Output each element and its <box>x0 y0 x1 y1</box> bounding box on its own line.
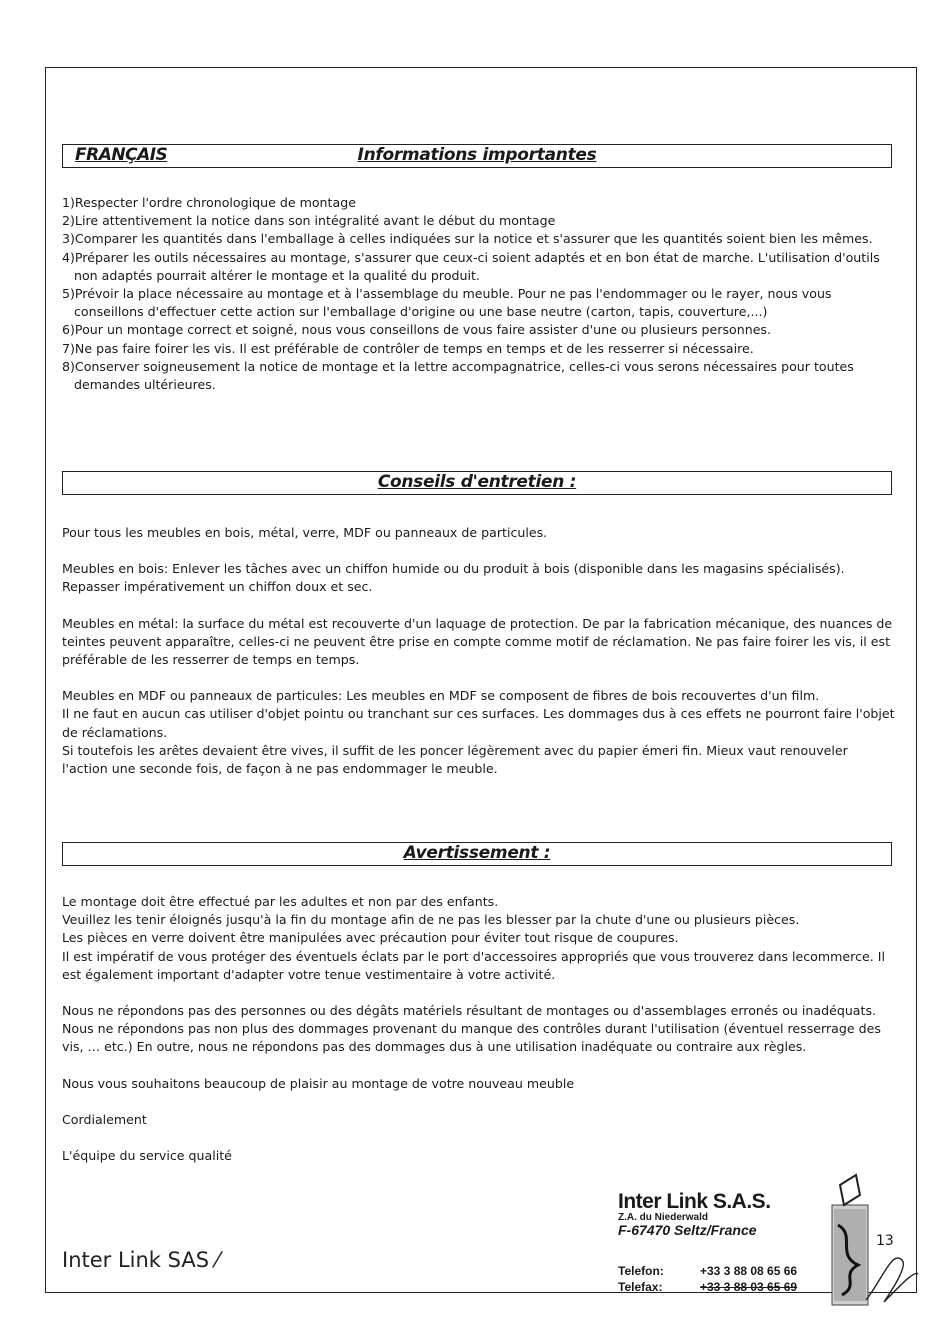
language-label: FRANÇAIS <box>75 145 168 165</box>
paragraph: Pour tous les meubles en bois, métal, verre, MDF ou panneaux de particules. <box>62 525 548 540</box>
paragraph: Meubles en MDF ou panneaux de particules: Les meubles en MDF se composent de fibres de bois recouvertes d'un film. <box>62 688 820 704</box>
section-header-conseils <box>62 471 892 495</box>
list-item: 1)Respecter l'ordre chronologique de montage <box>62 195 356 210</box>
stamp-fax <box>618 1280 858 1294</box>
section-title-conseils: Conseils d'entretien : <box>377 472 577 492</box>
stamp-fax-value: +33 3 88 03 65 69 <box>700 1280 798 1294</box>
paragraph: Les pièces en verre doivent être manipulées avec précaution pour éviter tout risque de coupures. <box>62 930 679 946</box>
paragraph: Nous ne répondons pas des personnes ou des dégâts matériels résultant de montages ou d'assemblages erronés ou inadéquats. Nous ne répondons pas non plus des dommages provenant du manque des contrôles durant l'utilisation (éventuel resserrage des vis, … etc.) En outre, nous ne répondons pas des dommages dus à une utilisation inadéquate ou contraire aux règles. <box>62 1003 881 1055</box>
list-item: 7)Ne pas faire foirer les vis. Il est préférable de contrôler de temps en temps et de les resserrer si nécessaire. <box>62 340 754 356</box>
stamp-phone-value: +33 3 88 08 65 66 <box>700 1264 798 1278</box>
stamp-phone <box>618 1264 858 1278</box>
paragraph: Il ne faut en aucun cas utiliser d'objet pointu ou tranchant sur ces surfaces. Les dommages dus à ces effets ne pourront faire l'objet de réclamations. <box>62 706 895 740</box>
avertissement-text <box>62 893 897 1165</box>
paragraph: Cordialement <box>62 1111 147 1127</box>
list-item: 4)Préparer les outils nécessaires au montage, s'assurer que ceux-ci soient adaptés et en bon état de marche. L'utilisation d'outils non adaptés pourrait altérer le montage et la qualité du produit. <box>62 249 880 283</box>
list-item: 5)Prévoir la place nécessaire au montage et à l'assemblage du meuble. Pour ne pas l'endommager ou le rayer, nous vous conseillons d'effectuer cette action sur l'emballage d'origine ou une base neutre (carton, tapis, couverture,...) <box>62 286 832 320</box>
paragraph: Veuillez les tenir éloignés jusqu'à la fin du montage afin de ne pas les blesser par la chute d'une ou plusieurs pièces. <box>62 912 800 928</box>
list-item: 6)Pour un montage correct et soigné, nous vous conseillons de vous faire assister d'une ou plusieurs personnes. <box>62 322 772 338</box>
handwritten-signature-icon <box>862 1230 922 1310</box>
paragraph: Nous vous souhaitons beaucoup de plaisir au montage de votre nouveau meuble <box>62 1075 575 1091</box>
paragraph: L'équipe du service qualité <box>62 1148 232 1164</box>
section-header-avertissement <box>62 842 892 866</box>
paragraph: Meubles en bois: Enlever les tâches avec un chiffon humide ou du produit à bois (disponible dans les magasins spécialisés). Repasser impérativement un chiffon doux et sec. <box>62 561 845 595</box>
conseils-text <box>62 524 897 778</box>
paragraph: Meubles en métal: la surface du métal est recouverte d'un laquage de protection. De par la fabrication mécanique, des nuances de teintes peuvent apparaître, celles-ci ne peuvent être prise en compte comme motif de réclamation. Ne pas faire foirer les vis, il est préférable de les resserrer de temps en temps. <box>62 615 893 668</box>
signature-text: Inter Link SAS ⁄ <box>62 1248 220 1272</box>
stamp-fax-label: Telefax: <box>618 1280 663 1294</box>
paragraph: Le montage doit être effectué par les adultes et non par des enfants. <box>62 894 499 909</box>
paragraph: Si toutefois les arêtes devaient être vives, il suffit de les poncer légèrement avec du papier émeri fin. Mieux vaut renouveler l'action une seconde fois, de façon à ne pas endommager le meuble. <box>62 742 848 777</box>
section-title-informations: Informations importantes <box>357 145 597 165</box>
stamp-phone-label: Telefon: <box>618 1264 664 1278</box>
stamp-company: Inter Link S.A.S. <box>618 1190 771 1213</box>
company-stamp <box>618 1190 798 1294</box>
list-item: 2)Lire attentivement la notice dans son intégralité avant le début du montage <box>62 213 556 229</box>
paragraph: Il est impératif de vous protéger des éventuels éclats par le port d'accessoires appropriés que vous trouverez dans lecommerce. Il est également important d'adapter votre tenue vestimentaire à votre activité. <box>62 948 885 982</box>
page-number: 13 <box>876 1233 894 1249</box>
stamp-city: F-67470 Seltz/France <box>618 1222 757 1238</box>
section-title-avertissement: Avertissement : <box>403 843 551 863</box>
list-item: 8)Conserver soigneusement la notice de montage et la lettre accompagnatrice, celles-ci vous serons nécessaires pour toutes demandes ultérieures. <box>62 358 854 393</box>
list-item: 3)Comparer les quantités dans l'emballage à celles indiquées sur la notice et s'assurer que les quantités soient bien les mêmes. <box>62 231 873 247</box>
stamp-address: Z.A. du Niederwald <box>618 1212 709 1223</box>
section-header-informations <box>62 144 892 168</box>
informations-list <box>62 194 897 394</box>
